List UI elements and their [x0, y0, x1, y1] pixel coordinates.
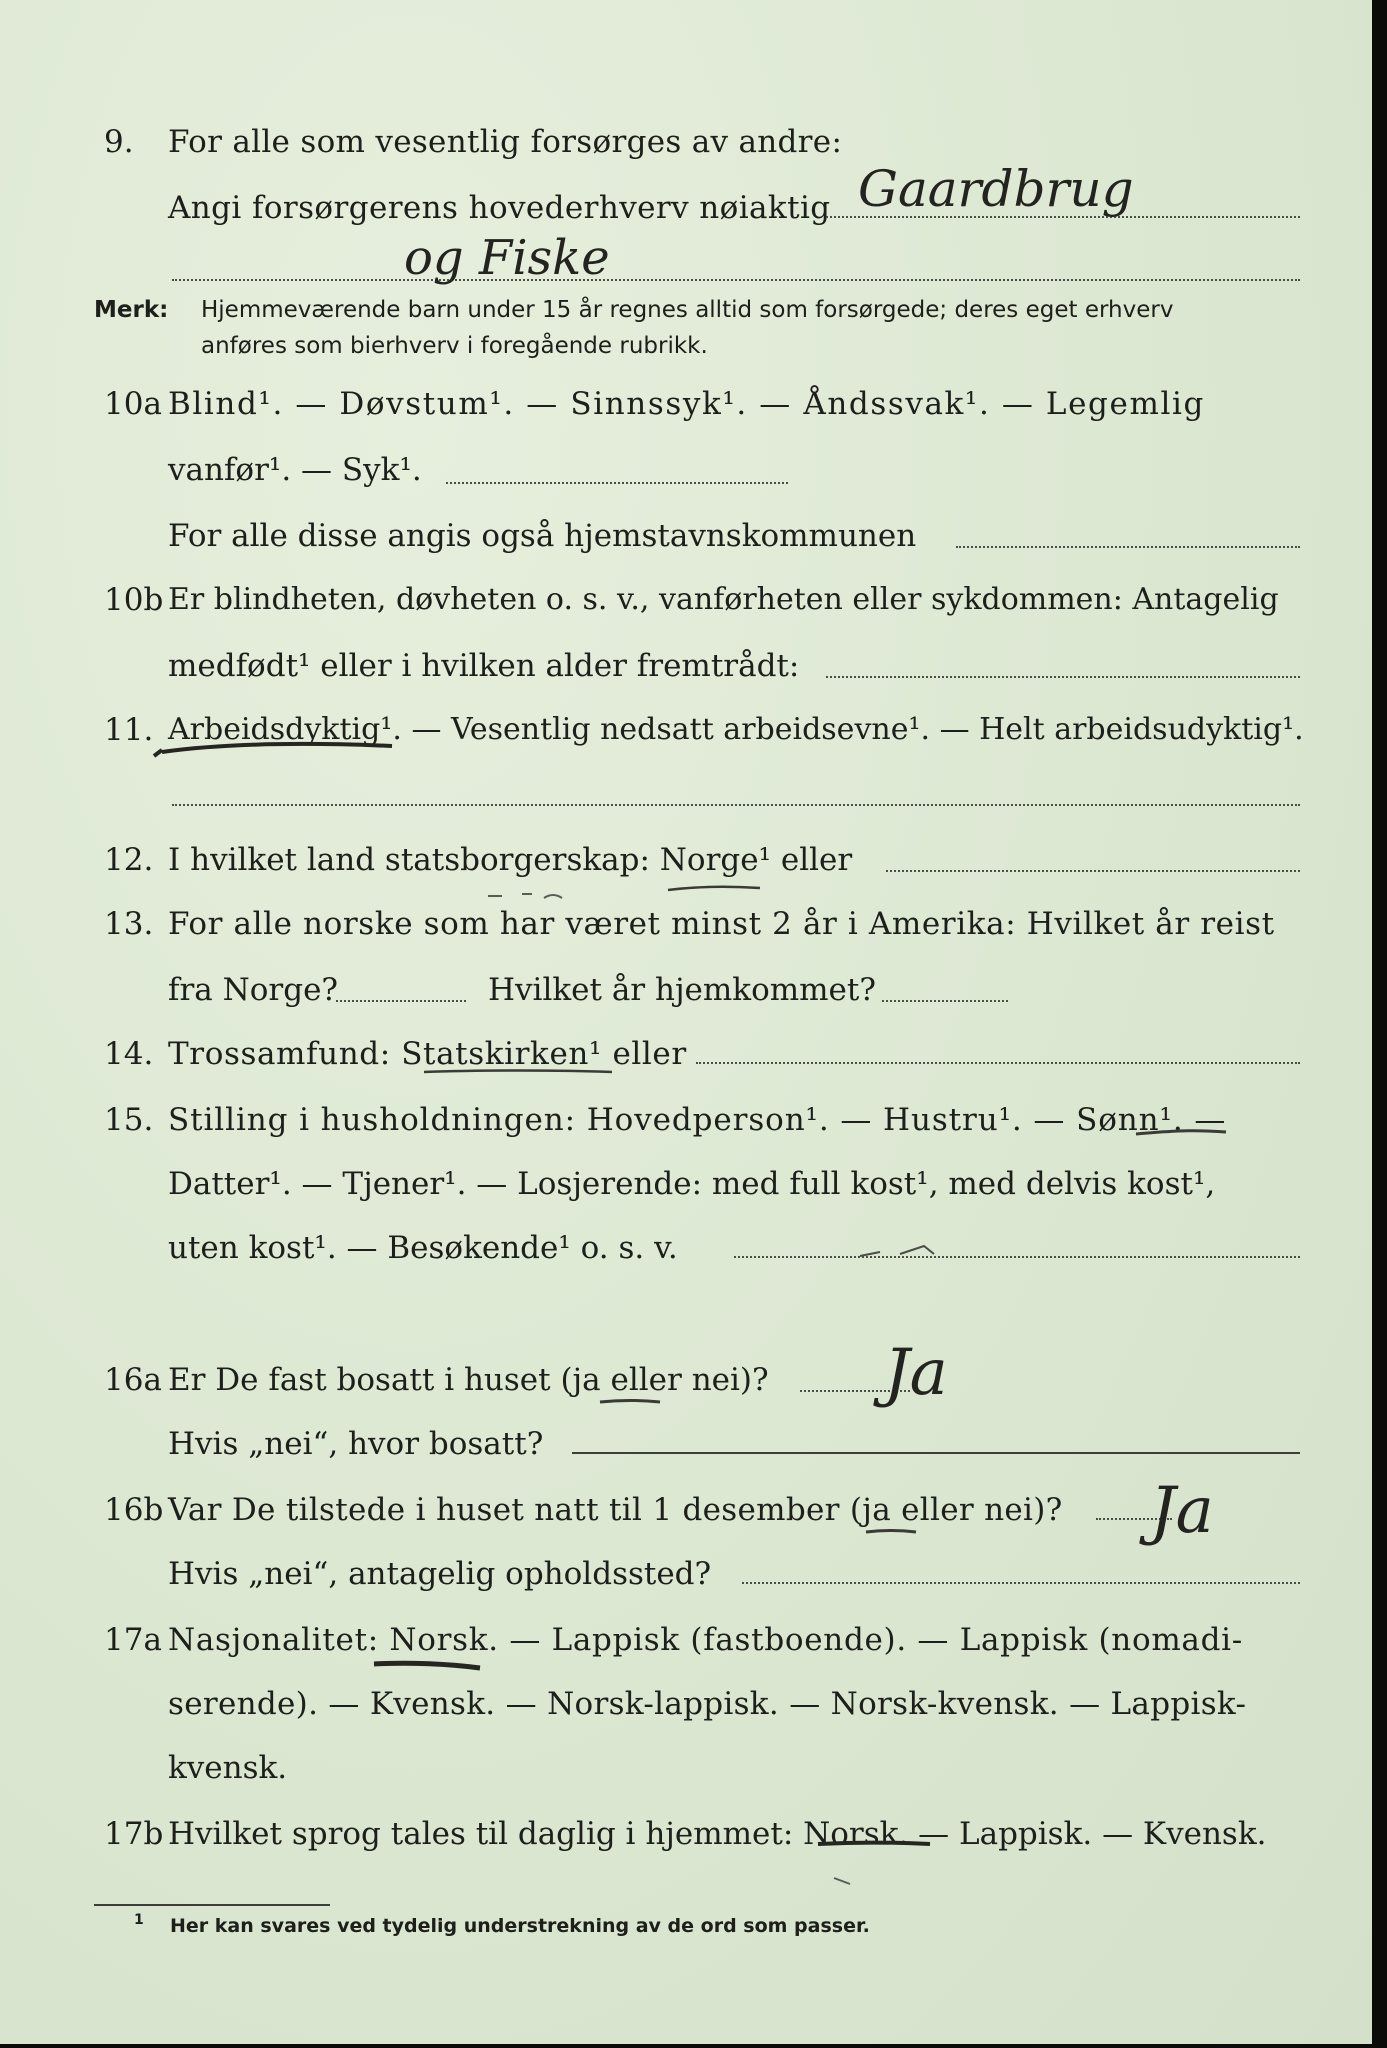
q13-line-1: For alle norske som har været minst 2 år i Amerika: Hvilket år reist — [168, 906, 1275, 942]
q11-line-1: Arbeidsdyktig¹. — Vesentlig nedsatt arbeidsevne¹. — Helt arbeidsudyktig¹. — [168, 712, 1304, 747]
q11-number: 11. — [104, 712, 154, 748]
q14-line-1: Trossamfund: Statskirken¹ eller — [168, 1036, 687, 1072]
q10a-line-3: For alle disse angis også hjemstavnskommunen — [168, 518, 917, 554]
ja-underline-16b — [866, 1531, 916, 1533]
q15-number: 15. — [104, 1102, 154, 1138]
q14-number: 14. — [104, 1036, 154, 1072]
footnote-mark: 1 — [134, 1912, 144, 1928]
q13-reist-answer-line — [336, 1000, 466, 1002]
q10a-answer-line-2 — [956, 546, 1300, 548]
q9-line-2: Angi forsørgerens hovederhverv nøiaktig — [168, 190, 831, 226]
q16a-number: 16a — [104, 1362, 162, 1398]
q17a-line-3: kvensk. — [168, 1750, 288, 1786]
q16b-line-2: Hvis „nei“, antagelig opholdssted? — [168, 1556, 712, 1592]
q12-number: 12. — [104, 842, 154, 878]
footnote-text: Her kan svares ved tydelig understrekning av de ord som passer. — [170, 1915, 870, 1937]
q9-handwritten-answer-1: Gaardbrug — [858, 160, 1134, 218]
q17b-line-1: Hvilket sprog tales til daglig i hjemmet: Norsk. — Lappisk. — Kvensk. — [168, 1816, 1267, 1852]
q9-answer-line-2 — [172, 279, 1300, 281]
q10b-answer-line — [826, 676, 1300, 678]
q9-line-1: For alle som vesentlig forsørges av andre: — [168, 124, 843, 160]
besokende-marks — [860, 1246, 934, 1256]
q15-line-1: Stilling i husholdningen: Hovedperson¹. — Hustru¹. — Sønn¹. — — [168, 1102, 1227, 1138]
footnote-rule — [94, 1904, 330, 1906]
merk-label: Merk: — [94, 297, 169, 323]
q13-number: 13. — [104, 906, 154, 942]
merk-line-1: Hjemmeværende barn under 15 år regnes alltid som forsørgede; deres eget erhverv — [201, 297, 1174, 323]
q17a-line-2: serende). — Kvensk. — Norsk-lappisk. — Norsk-kvensk. — Lappisk- — [168, 1686, 1247, 1722]
q17a-number: 17a — [104, 1622, 162, 1658]
q16b-handwritten-answer: Ja — [1150, 1474, 1214, 1548]
q13-line-2b: Hvilket år hjemkommet? — [488, 972, 876, 1008]
q12-answer-line — [886, 870, 1300, 872]
q10b-line-2: medfødt¹ eller i hvilken alder fremtrådt: — [168, 648, 800, 684]
q16b-number: 16b — [104, 1492, 164, 1528]
q16b-line-1: Var De tilstede i huset natt til 1 desember (ja eller nei)? — [168, 1492, 1063, 1528]
q15-line-3: uten kost¹. — Besøkende¹ o. s. v. — [168, 1230, 678, 1266]
q12-line-1: I hvilket land statsborgerskap: Norge¹ eller — [168, 842, 853, 878]
q10b-number: 10b — [104, 582, 164, 618]
q13-line-2a: fra Norge? — [168, 972, 339, 1008]
statsborgerskap-marks — [488, 894, 562, 898]
norsk-underline-17a — [374, 1663, 480, 1668]
q15-line-2: Datter¹. — Tjener¹. — Losjerende: med full kost¹, med delvis kost¹, — [168, 1166, 1216, 1202]
q10b-line-1: Er blindheten, døvheten o. s. v., vanførheten eller sykdommen: Antagelig — [168, 582, 1279, 617]
merk-line-2: anføres som bierhverv i foregående rubrikk. — [201, 333, 708, 359]
q13-hjemkommet-answer-line — [882, 1000, 1008, 1002]
q14-answer-line — [696, 1062, 1300, 1064]
q16a-line-1: Er De fast bosatt i huset (ja eller nei)? — [168, 1362, 769, 1398]
q9-handwritten-answer-2: og Fiske — [404, 230, 610, 286]
stray-mark — [834, 1878, 850, 1884]
q11-answer-line — [172, 804, 1300, 806]
q15-answer-line — [734, 1256, 1300, 1258]
norge-underline — [668, 887, 760, 890]
q10a-line-1: Blind¹. — Døvstum¹. — Sinnssyk¹. — Åndssvak¹. — Legemlig — [168, 386, 1205, 422]
q16b-opholdssted-answer-line — [742, 1582, 1300, 1584]
q10a-number: 10a — [104, 386, 162, 422]
ja-underline-16a — [600, 1401, 660, 1403]
q16a-line-2: Hvis „nei“, hvor bosatt? — [168, 1426, 544, 1462]
q10a-answer-line-1 — [446, 482, 788, 484]
arbeidsdyktig-underline-hook — [154, 750, 162, 756]
q9-number: 9. — [104, 124, 134, 160]
q16a-handwritten-answer: Ja — [884, 1336, 948, 1410]
q17a-line-1: Nasjonalitet: Norsk. — Lappisk (fastboende). — Lappisk (nomadi- — [168, 1622, 1243, 1658]
q16a-bosatt-answer-line — [572, 1452, 1300, 1454]
q10a-line-2: vanfør¹. — Syk¹. — [168, 452, 422, 488]
q17b-number: 17b — [104, 1816, 164, 1852]
